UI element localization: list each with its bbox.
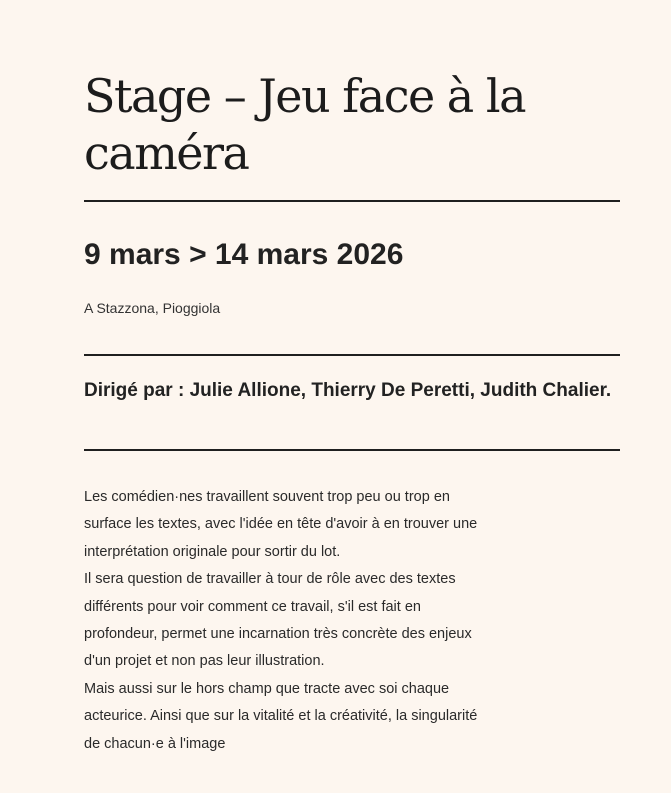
- description-line: d'un projet et non pas leur illustration.: [84, 653, 325, 670]
- description-line: interprétation originale pour sortir du lot.: [84, 543, 341, 560]
- directors-credit: Dirigé par : Julie Allione, Thierry De Peretti, Judith Chalier.: [84, 380, 612, 401]
- page-title: Stage – Jeu face à la caméra: [84, 69, 525, 180]
- description-line: acteurice. Ainsi que sur la vitalité et la créativité, la singularité: [84, 708, 478, 725]
- description-line: Il sera question de travailler à tour de rôle avec des textes: [84, 571, 456, 588]
- description-line: Mais aussi sur le hors champ que tracte avec soi chaque: [84, 680, 450, 697]
- description-line: surface les textes, avec l'idée en tête d'avoir à en trouver une: [84, 516, 478, 533]
- event-dates: 9 mars > 14 mars 2026: [84, 238, 404, 271]
- divider-bottom: [84, 449, 620, 451]
- event-description: [84, 484, 554, 758]
- divider-middle: [84, 354, 620, 356]
- description-line: de chacun·e à l'image: [84, 735, 226, 752]
- description-line: profondeur, permet une incarnation très concrète des enjeux: [84, 626, 472, 643]
- divider-top: [84, 200, 620, 202]
- description-line: différents pour voir comment ce travail, s'il est fait en: [84, 598, 421, 615]
- event-location: A Stazzona, Pioggiola: [84, 300, 221, 316]
- description-line: Les comédien·nes travaillent souvent trop peu ou trop en: [84, 489, 450, 505]
